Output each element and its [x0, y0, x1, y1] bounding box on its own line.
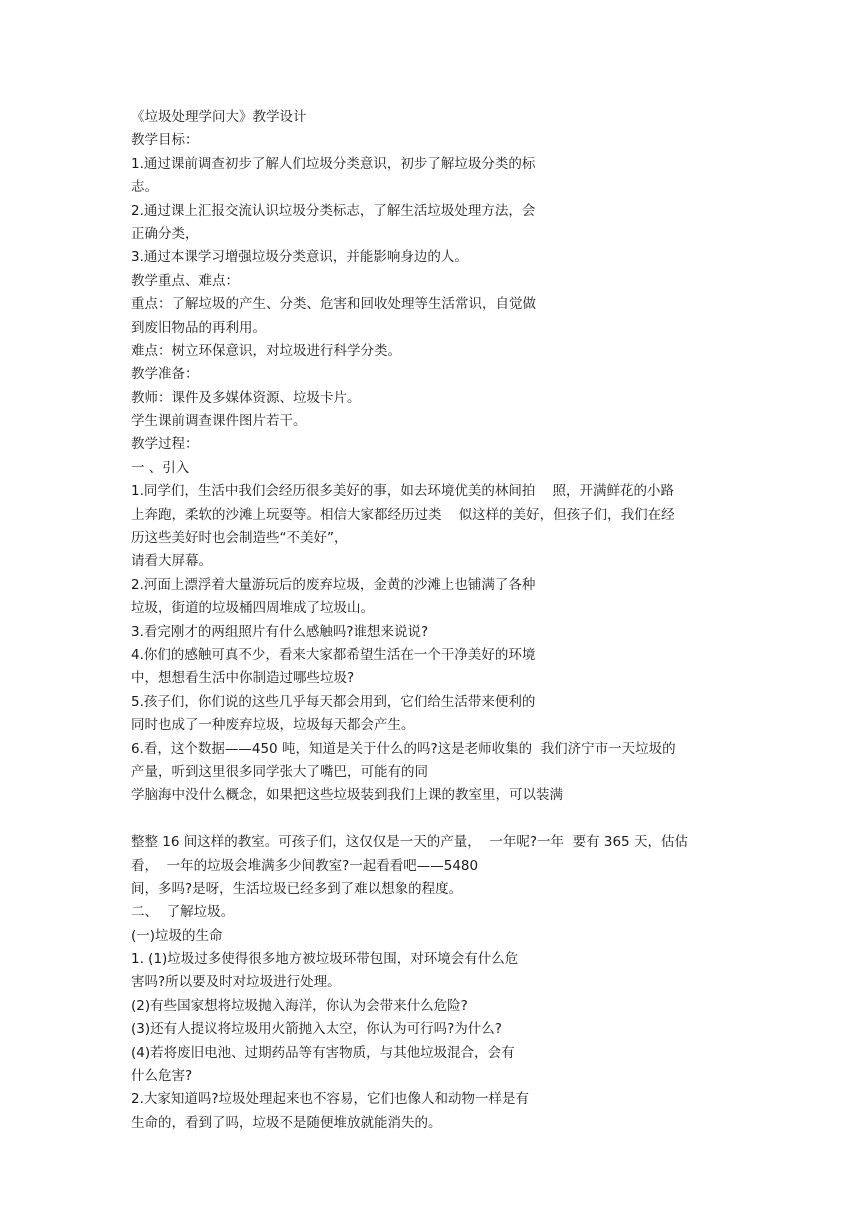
text-line: 1.同学们，生活中我们会经历很多美好的事，如去环境优美的林间拍 照，开满鲜花的小路 [131, 483, 675, 500]
section-heading: 教学准备： [131, 366, 199, 383]
text-line: 什么危害? [131, 1068, 193, 1085]
text-line: 志。 [131, 179, 158, 196]
text-line: 6.看，这个数据——450 吨，知道是关于什么的吗?这是老师收集的 我们济宁市一天垃圾的 [131, 740, 676, 757]
text-line: 生命的，看到了吗，垃圾不是随便堆放就能消失的。 [131, 1114, 442, 1131]
text-line: 3.通过本课学习增强垃圾分类意识，并能影响身边的人。 [131, 249, 468, 266]
text-line: 到废旧物品的再利用。 [131, 319, 266, 336]
subsection-heading: (一)垃圾的生命 [131, 927, 223, 944]
text-line: (3)还有人提议将垃圾用火箭抛入太空，你认为可行吗?为什么? [131, 1021, 502, 1038]
text-line: 学脑海中没什么概念，如果把这些垃圾装到我们上课的教室里，可以装满 [131, 787, 563, 804]
section-heading: 二、 了解垃圾。 [131, 904, 235, 921]
text-line: 3.看完刚才的两组照片有什么感触吗?谁想来说说? [131, 623, 429, 640]
section-heading: 教学重点、难点： [131, 272, 239, 289]
text-line: 2.大家知道吗?垃圾处理起来也不容易，它们也像人和动物一样是有 [131, 1091, 530, 1108]
text-line: 整整 16 间这样的教室。可孩子们，这仅仅是一天的产量， 一年呢?一年 要有 365 天，估估 [131, 834, 688, 851]
section-heading: 教学目标： [131, 132, 199, 149]
text-line: (2)有些国家想将垃圾抛入海洋，你认为会带来什么危险? [131, 997, 468, 1014]
text-line: 5.孩子们，你们说的这些几乎每天都会用到，它们给生活带来便利的 [131, 693, 536, 710]
text-line: 间，多吗?是呀，生活垃圾已经多到了难以想象的程度。 [131, 880, 463, 897]
text-line: 看， 一年的垃圾会堆满多少间教室?一起看看吧——5480 [131, 857, 479, 874]
document-title: 《垃圾处理学问大》教学设计 [131, 109, 307, 125]
text-line: 垃圾，街道的垃圾桶四周堆成了垃圾山。 [131, 600, 374, 617]
text-line: 1. (1)垃圾过多使得很多地方被垃圾环带包围，对环境会有什么危 [131, 951, 519, 968]
text-line: 请看大屏幕。 [131, 553, 212, 570]
text-line: 中，想想看生活中你制造过哪些垃圾? [131, 670, 355, 687]
text-line: 1.通过课前调查初步了解人们垃圾分类意识，初步了解垃圾分类的标 [131, 155, 536, 172]
section-heading: 一 、引入 [131, 459, 190, 476]
text-line: 历这些美好时也会制造些“不美好”， [131, 530, 348, 547]
text-line: 难点：树立环保意识，对垃圾进行科学分类。 [131, 342, 401, 359]
text-line: 同时也成了一种废弃垃圾，垃圾每天都会产生。 [131, 717, 415, 734]
text-line: 正确分类， [131, 225, 199, 242]
text-line: 产量，听到这里很多同学张大了嘴巴，可能有的同 [131, 763, 428, 780]
section-heading: 教学过程： [131, 436, 199, 453]
text-line: 2.河面上漂浮着大量游玩后的废弃垃圾，金黄的沙滩上也铺满了各种 [131, 576, 536, 593]
text-line: 4.你们的感触可真不少，看来大家都希望生活在一个干净美好的环境 [131, 646, 536, 663]
document-body [131, 106, 741, 1135]
text-line: (4)若将废旧电池、过期药品等有害物质，与其他垃圾混合，会有 [131, 1044, 515, 1061]
text-line: 教师：课件及多媒体资源、垃圾卡片。 [131, 389, 361, 406]
text-line: 学生课前调查课件图片若干。 [131, 413, 307, 430]
paragraph-gap [131, 808, 741, 831]
text-line: 重点：了解垃圾的产生、分类、危害和回收处理等生活常识，自觉做 [131, 296, 536, 313]
text-line: 2.通过课上汇报交流认识垃圾分类标志，了解生活垃圾处理方法，会 [131, 202, 536, 219]
text-line: 上奔跑，柔软的沙滩上玩耍等。相信大家都经历过类 似这样的美好，但孩子们，我们在经 [131, 506, 675, 523]
text-line: 害吗?所以要及时对垃圾进行处理。 [131, 974, 341, 991]
